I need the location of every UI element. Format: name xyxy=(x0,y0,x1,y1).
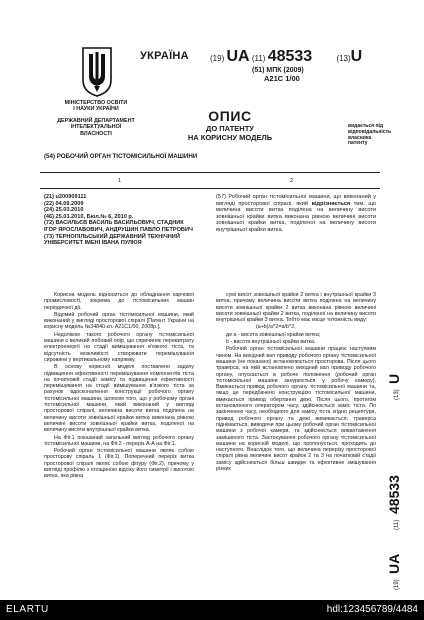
description-paragraph: Корисна модель відноситься до обладнання харчової промисловості, зокрема до тістомісильних машин періодичної дії. xyxy=(44,292,194,311)
kind-code-letter: U xyxy=(350,48,363,65)
ministry-line: І НАУКИ УКРАЇНИ xyxy=(73,106,119,113)
formula: (a+b)/a^2=a/b^2, xyxy=(256,324,296,331)
trident-emblem-icon xyxy=(80,46,114,98)
formula-legend: b - висота внутрішньої крайки витка. xyxy=(226,339,316,346)
description-right-column xyxy=(216,292,376,473)
application-number: (21) u200909111 xyxy=(44,194,87,200)
number-country: UA xyxy=(226,48,250,65)
department-line: ІНТЕЛЕКТУАЛЬНОЇ xyxy=(70,124,122,131)
formula-legend: де a - висота зовнішньої крайки витка; xyxy=(226,331,321,338)
vertical-patent-number xyxy=(378,340,406,590)
description-paragraph: На Фіг.1 показаний загальний вигляд робочого органу тістомісильної машини, на Фіг.2 - переріз А-А на Фіг.1. xyxy=(44,434,194,447)
side-number: 48533 xyxy=(386,475,402,514)
repository-name: ELARTU xyxy=(6,604,49,615)
opis-subtitle: НА КОРИСНУ МОДЕЛЬ xyxy=(187,133,273,142)
issuing-authority xyxy=(36,100,156,137)
publication-note xyxy=(348,124,412,147)
ipc-class: A21C 1/00 xyxy=(264,74,300,83)
effective-date: (24) 25.03.2010 xyxy=(44,207,84,214)
number-code: (19) xyxy=(210,54,225,63)
publication-date: (46) 25.03.2010, Бюл.№ 6, 2010 р. xyxy=(44,213,134,220)
side-kind: U xyxy=(386,373,402,384)
side-code-19: (19) xyxy=(394,579,400,590)
ipc-block xyxy=(252,67,304,83)
kind-label xyxy=(336,48,362,65)
note-line: відповідальність xyxy=(348,128,392,135)
department-line: ВЛАСНОСТІ xyxy=(80,130,112,137)
header-divider xyxy=(40,172,380,173)
column-divider xyxy=(40,188,380,189)
country-name: УКРАЇНА xyxy=(140,50,189,62)
column-number: 1 xyxy=(118,178,122,184)
claim-emphasis: відрізняється xyxy=(311,200,351,207)
claim-text: тим, що величина висоти витка поділена на величину висоти зовнішньої крайки витка виконана рівною величині висоти зовнішньої крайки витка, поділеної на величину висоти внутрішньої крайки витка. xyxy=(216,200,376,233)
number-code2: (11) xyxy=(251,54,266,63)
side-code-11: (11) xyxy=(394,519,400,530)
description-paragraph: В основу корисної моделі поставлено задачу підвищення ефективності перемішування компонентів тіста на початковій стадії замісу та підвищення ефективності перемішування на стадії вимішування в'язкого тіста за рахунок вдосконалення конструкції робочого органу тістомісильної машини, шляхом того, що у робочому органі тістомісильної машини, який виконаний у вигляді просторової спіралі, величина висоти витка поділена на величину висоти зовнішньої крайки витка виконана рівною величині висоти зовнішньої крайки витка, поділеної на величину висоти внутрішньої крайки витка. xyxy=(44,364,194,434)
description-left-column xyxy=(44,292,194,481)
claim-57 xyxy=(216,194,376,234)
description-paragraph: Робочий орган тістомісильної машини працює наступним чином. На вихідний вал приводу робочого органу тістомісильної машини (не показано) встановлюється просторова. Після цього траверса, на якій встановлено вихідний вал приводу робочого органу, опускається в робоче положення (робочий орган тістомісильної машини занурюється у робочу камеру). Вмикається привод робочого органу тістомісильної машини та, якщо це передбачено конструкцією тістомісильної машини, вмикається привод обертання дежі. Після цього, протягом встановленого оператором часу, здійснюється заміс тіста. По закінченню часу, необхідного для замісу тіста згідно рецептури, привод робочого органу та дежі вимикається, траверса піднімається, виводячи при цьому робочий орган тістомісильної машини з робочої камери, та здійснюється вивантаження замішеного тіста. Застосування робочого органу тістомісильної машини на корисній моделі, що пропонується, проходить до наступного. Внаслідок того, що величина перерізу просторової спіралі рівна величині висот крайок 2 та 3 на початковій стадії замісу здійснюється більш швидке та ефективне змішування різних xyxy=(216,346,376,473)
inventors: (72) ВАСИЛЬЄВ ВАСИЛЬ ВАСИЛЬОВИЧ, СТАДНИК ІГОР ЯРОСЛАВОВИЧ, АНДРУШИН ПАВЛО ПЕТРОВИЧ xyxy=(44,220,193,233)
claim-text: (57) Робочий орган тістомісильної машини, що виконаний у вигляді просторової спіралі, який xyxy=(216,194,376,207)
footer-bar xyxy=(0,600,424,620)
filing-date: (22) 04.09.2009 xyxy=(44,200,84,207)
side-code-13: (13) xyxy=(394,389,400,400)
description-paragraph: сумі висот зовнішньої крайки 2 витка і внутрішньої крайки 3 витка, причому величина висоти витка поділена на величину висоти зовнішньої крайки 2 витка виконана рівною величині висоти зовнішньої крайки 2 витка, поділеної на величину висоти внутрішньої крайки 3 витка. Тобто має місце тотожність виду: xyxy=(216,292,376,324)
ipc-label: МПК (2009) xyxy=(266,67,304,74)
owner: (73) ТЕРНОПІЛЬСЬКИЙ ДЕРЖАВНИЙ ТЕХНІЧНИЙ УНІВЕРСИТЕТ ІМЕНІ ІВАНА ПУЛЮЯ xyxy=(44,233,180,247)
description-paragraph: Відомий робочий орган тістомісильної машини, який виконаний у вигляді просторової спіралі [Патент України на корисну модель №34840 кл. A21C1/00, 2008р.]. xyxy=(44,311,194,331)
bibliographic-data xyxy=(44,194,194,247)
handle-identifier: hdl:123456789/4484 xyxy=(326,604,418,615)
document-number xyxy=(210,48,406,66)
opis-title: ОПИС xyxy=(208,108,252,124)
description-paragraph: Робочий орган тістомісильної машини являє собою просторову спіраль 1 (Фіг.1). Поперечний переріз витка просторової спіралі являє собою фігуру (Фіг.2), причому у вигляді профілю з площиною відсіку його симетрії і висотою витка, яка рівна xyxy=(44,448,194,480)
ministry-line: МІНІСТЕРСТВО ОСВІТИ xyxy=(64,100,128,106)
side-country: UA xyxy=(386,553,402,574)
column-number: 2 xyxy=(290,178,294,184)
note-line: патенту xyxy=(348,140,368,147)
note-line: видається під xyxy=(348,123,384,129)
note-line: власника xyxy=(348,134,372,141)
document-title xyxy=(165,108,295,142)
invention-title: (54) РОБОЧИЙ ОРГАН ТІСТОМІСИЛЬНОЇ МАШИНИ xyxy=(44,153,198,160)
description-paragraph: Недоліком такого робочого органу тістомісильної машини є великий лобовий опір, що спричиняє перевитрату електроенергії на стадії вимішування в'язкого тіста, та відсутність можливості створювати перемішування сировини у вертикальному напрямку. xyxy=(44,331,194,363)
opis-subtitle: ДО ПАТЕНТУ xyxy=(206,124,254,133)
patent-number: 48533 xyxy=(267,48,313,65)
ipc-code: (51) xyxy=(252,67,265,74)
department-line: ДЕРЖАВНИЙ ДЕПАРТАМЕНТ xyxy=(57,117,135,124)
kind-code: (13) xyxy=(336,54,351,63)
